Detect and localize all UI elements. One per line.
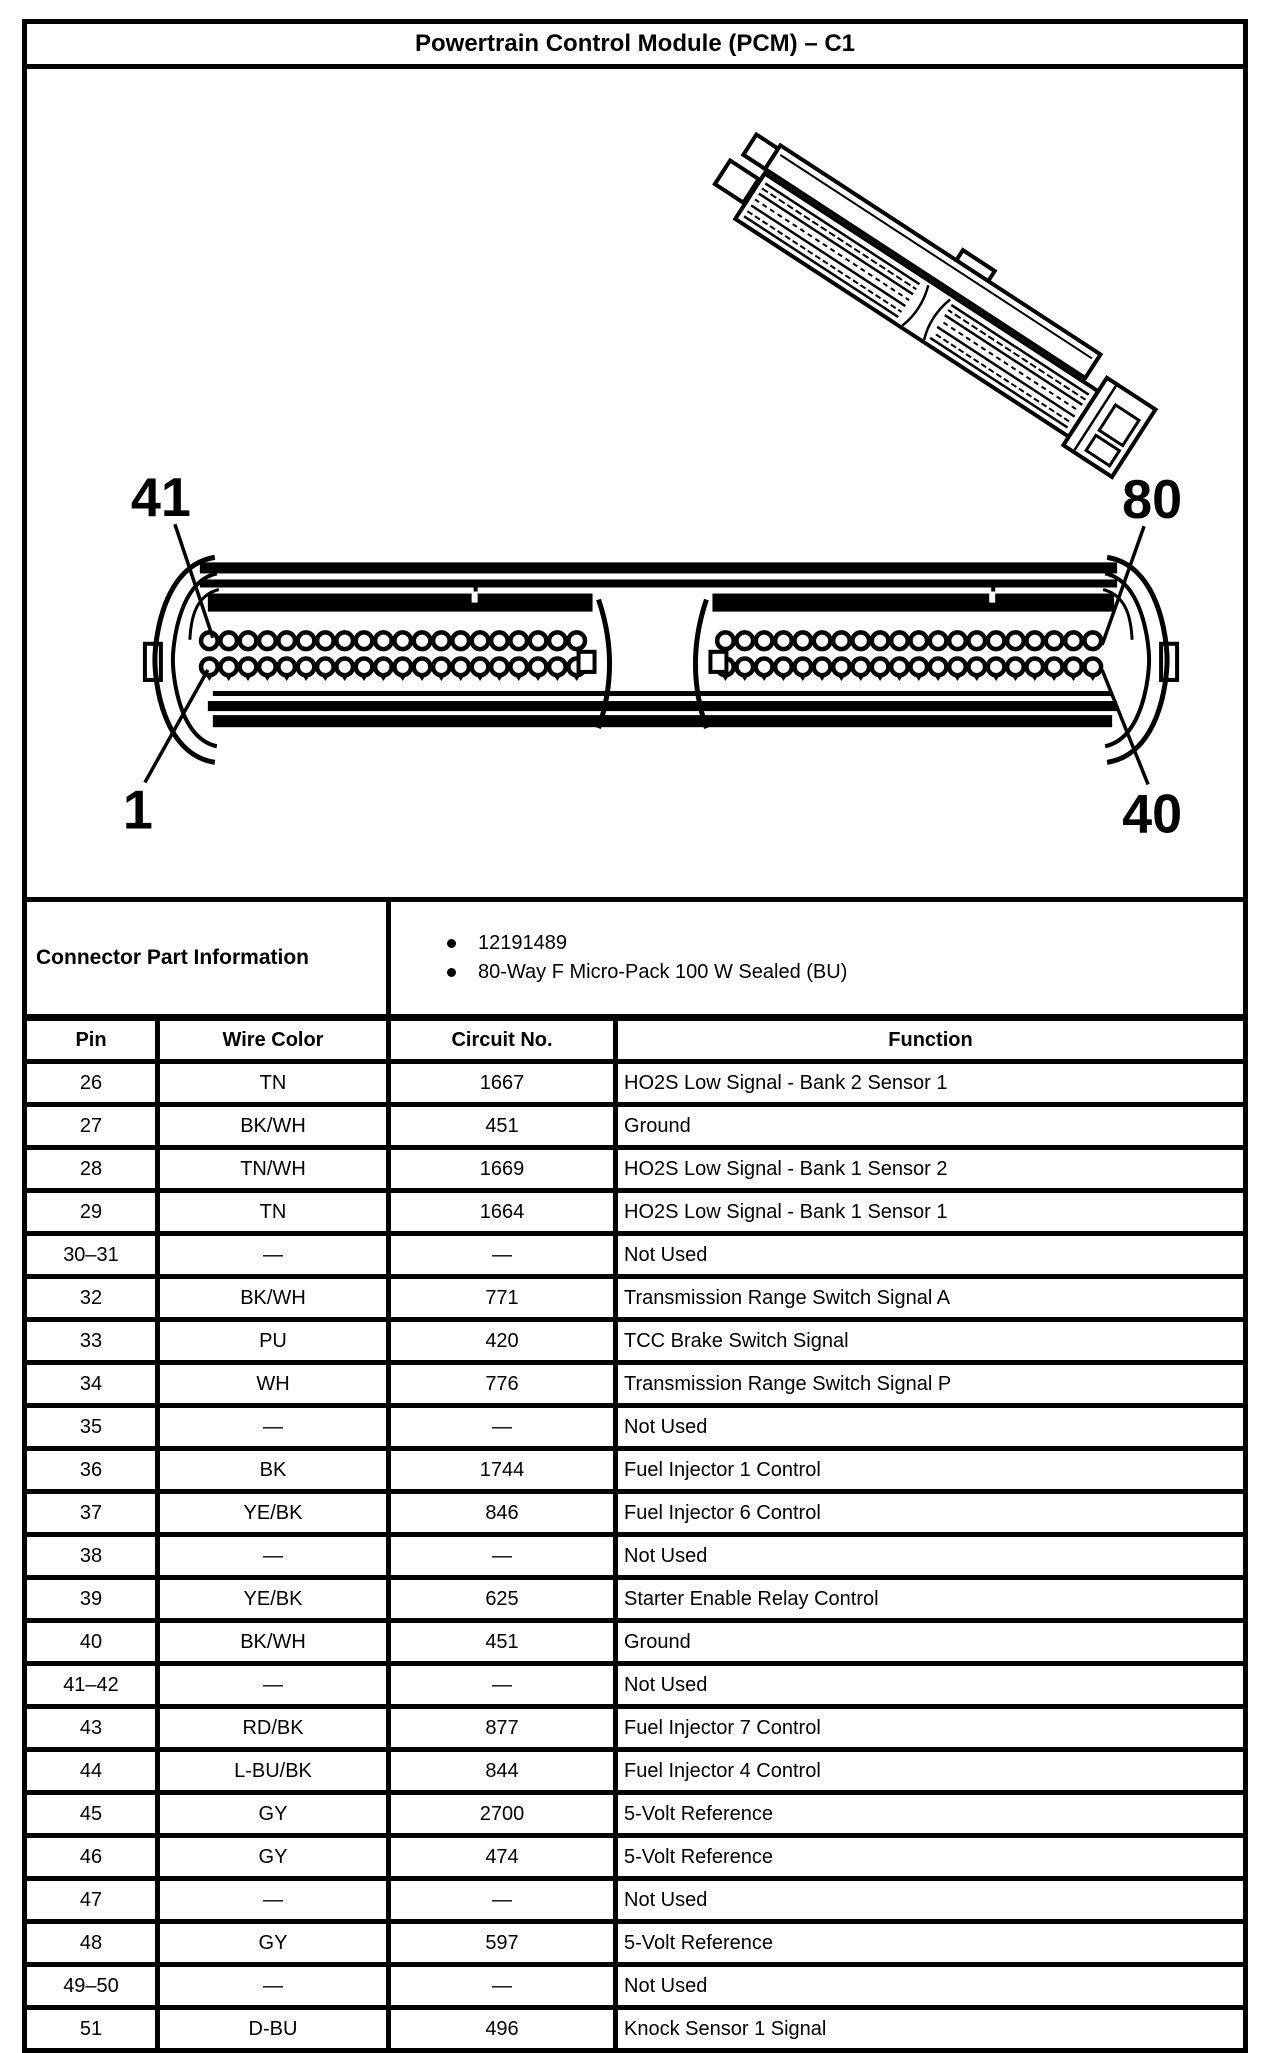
pin-cell: 48	[25, 1922, 158, 1965]
table-row	[25, 1621, 1246, 1664]
circuit-no-cell: —	[389, 1664, 616, 1707]
pin-cell: 46	[25, 1836, 158, 1879]
function-cell: Transmission Range Switch Signal A	[616, 1277, 1246, 1320]
pin-cell: 28	[25, 1148, 158, 1191]
connector-part-info-content	[389, 900, 1246, 1018]
pin-cell: 34	[25, 1363, 158, 1406]
table-row	[25, 1793, 1246, 1836]
circuit-no-cell: —	[389, 1535, 616, 1578]
function-cell: Fuel Injector 6 Control	[616, 1492, 1246, 1535]
pin-table-header-row	[25, 1018, 1246, 1062]
bullet-icon	[447, 968, 456, 977]
circuit-no-cell: —	[389, 1879, 616, 1922]
connector-part-info-row	[25, 900, 1246, 1018]
connector-diagram-cell	[25, 67, 1246, 900]
circuit-no-cell: 625	[389, 1578, 616, 1621]
wire-color-cell: GY	[158, 1836, 389, 1879]
table-row	[25, 1406, 1246, 1449]
table-row	[25, 1535, 1246, 1578]
function-cell: HO2S Low Signal - Bank 1 Sensor 1	[616, 1191, 1246, 1234]
circuit-no-cell: 2700	[389, 1793, 616, 1836]
table-row	[25, 1363, 1246, 1406]
table-row	[25, 1191, 1246, 1234]
table-row	[25, 1664, 1246, 1707]
part-number: 12191489	[478, 932, 567, 954]
table-row	[25, 1836, 1246, 1879]
circuit-no-cell: 877	[389, 1707, 616, 1750]
circuit-no-cell: —	[389, 1965, 616, 2008]
function-cell: 5-Volt Reference	[616, 1793, 1246, 1836]
circuit-no-cell: 451	[389, 1621, 616, 1664]
function-cell: Not Used	[616, 1234, 1246, 1277]
wire-color-cell: GY	[158, 1793, 389, 1836]
pin-cell: 40	[25, 1621, 158, 1664]
pin-cell: 45	[25, 1793, 158, 1836]
table-row	[25, 1750, 1246, 1793]
wire-color-cell: —	[158, 1879, 389, 1922]
wire-color-cell: BK/WH	[158, 1621, 389, 1664]
title-row	[25, 22, 1246, 67]
circuit-no-cell: 776	[389, 1363, 616, 1406]
wire-color-cell: WH	[158, 1363, 389, 1406]
pin-cell: 43	[25, 1707, 158, 1750]
header-wire-color: Wire Color	[158, 1018, 389, 1062]
circuit-no-cell: 844	[389, 1750, 616, 1793]
table-row	[25, 1707, 1246, 1750]
table-row	[25, 1105, 1246, 1148]
wire-color-cell: —	[158, 1965, 389, 2008]
circuit-no-cell: 420	[389, 1320, 616, 1363]
circuit-no-cell: 771	[389, 1277, 616, 1320]
part-number-item	[447, 932, 1242, 955]
pin-row-right-top	[717, 632, 1101, 649]
circuit-no-cell: 1669	[389, 1148, 616, 1191]
circuit-no-cell: 496	[389, 2008, 616, 2051]
bullet-icon	[447, 939, 456, 948]
header-pin: Pin	[25, 1018, 158, 1062]
pin-table-body	[25, 1062, 1246, 2051]
function-cell: Fuel Injector 4 Control	[616, 1750, 1246, 1793]
wire-color-cell: TN	[158, 1062, 389, 1105]
pin-cell: 29	[25, 1191, 158, 1234]
pin-label-bottom-left: 1	[122, 780, 153, 841]
circuit-no-cell: 1664	[389, 1191, 616, 1234]
circuit-no-cell: 1667	[389, 1062, 616, 1105]
table-row	[25, 1062, 1246, 1105]
function-cell: 5-Volt Reference	[616, 1922, 1246, 1965]
function-cell: Knock Sensor 1 Signal	[616, 2008, 1246, 2051]
circuit-no-cell: —	[389, 1234, 616, 1277]
pin-label-bottom-right: 40	[1122, 784, 1183, 845]
circuit-no-cell: 597	[389, 1922, 616, 1965]
pin-cell: 41–42	[25, 1664, 158, 1707]
wire-color-cell: D-BU	[158, 2008, 389, 2051]
function-cell: Not Used	[616, 1535, 1246, 1578]
circuit-no-cell: 1744	[389, 1449, 616, 1492]
pin-cell: 36	[25, 1449, 158, 1492]
pin-cell: 32	[25, 1277, 158, 1320]
function-cell: Not Used	[616, 1406, 1246, 1449]
pin-cell: 47	[25, 1879, 158, 1922]
function-cell: HO2S Low Signal - Bank 1 Sensor 2	[616, 1148, 1246, 1191]
function-cell: Fuel Injector 1 Control	[616, 1449, 1246, 1492]
wire-color-cell: BK/WH	[158, 1277, 389, 1320]
wire-color-cell: YE/BK	[158, 1578, 389, 1621]
pin-cell: 33	[25, 1320, 158, 1363]
wire-color-cell: RD/BK	[158, 1707, 389, 1750]
wire-color-cell: PU	[158, 1320, 389, 1363]
table-row	[25, 1922, 1246, 1965]
pin-cell: 30–31	[25, 1234, 158, 1277]
wire-color-cell: —	[158, 1406, 389, 1449]
connector-document-table	[22, 19, 1248, 2053]
pin-cell: 44	[25, 1750, 158, 1793]
part-description: 80-Way F Micro-Pack 100 W Sealed (BU)	[478, 961, 848, 983]
pin-cell: 38	[25, 1535, 158, 1578]
page-title: Powertrain Control Module (PCM) – C1	[25, 22, 1246, 67]
function-cell: Fuel Injector 7 Control	[616, 1707, 1246, 1750]
pin-label-top-right: 80	[1122, 470, 1183, 531]
part-description-item	[447, 961, 1242, 984]
header-circuit-no: Circuit No.	[389, 1018, 616, 1062]
connector-diagram	[27, 69, 1243, 897]
table-row	[25, 1492, 1246, 1535]
wire-color-cell: BK	[158, 1449, 389, 1492]
function-cell: Ground	[616, 1621, 1246, 1664]
table-row	[25, 1234, 1246, 1277]
table-row	[25, 1148, 1246, 1191]
pin-cell: 51	[25, 2008, 158, 2051]
wire-color-cell: BK/WH	[158, 1105, 389, 1148]
table-row	[25, 2008, 1246, 2051]
function-cell: Not Used	[616, 1965, 1246, 2008]
wire-color-cell: —	[158, 1664, 389, 1707]
table-row	[25, 1449, 1246, 1492]
function-cell: Transmission Range Switch Signal P	[616, 1363, 1246, 1406]
function-cell: Starter Enable Relay Control	[616, 1578, 1246, 1621]
wire-color-cell: —	[158, 1535, 389, 1578]
table-row	[25, 1320, 1246, 1363]
function-cell: 5-Volt Reference	[616, 1836, 1246, 1879]
function-cell: Not Used	[616, 1879, 1246, 1922]
isometric-connector-drawing	[700, 117, 1171, 477]
function-cell: TCC Brake Switch Signal	[616, 1320, 1246, 1363]
pin-cell: 49–50	[25, 1965, 158, 2008]
pin-row-right-bottom	[717, 659, 1101, 681]
circuit-no-cell: 846	[389, 1492, 616, 1535]
pin-cell: 26	[25, 1062, 158, 1105]
circuit-no-cell: 451	[389, 1105, 616, 1148]
pin-position-labels	[123, 468, 1182, 845]
circuit-no-cell: 474	[389, 1836, 616, 1879]
pin-cell: 27	[25, 1105, 158, 1148]
function-cell: Not Used	[616, 1664, 1246, 1707]
table-row	[25, 1879, 1246, 1922]
table-row	[25, 1277, 1246, 1320]
function-cell: Ground	[616, 1105, 1246, 1148]
circuit-no-cell: —	[389, 1406, 616, 1449]
header-function: Function	[616, 1018, 1246, 1062]
wire-color-cell: GY	[158, 1922, 389, 1965]
wire-color-cell: YE/BK	[158, 1492, 389, 1535]
front-view-drawing	[145, 557, 1177, 762]
pin-row-left-bottom	[201, 659, 585, 681]
manual-page	[22, 19, 1248, 2053]
function-cell: HO2S Low Signal - Bank 2 Sensor 1	[616, 1062, 1246, 1105]
table-row	[25, 1578, 1246, 1621]
pin-cell: 37	[25, 1492, 158, 1535]
wire-color-cell: L-BU/BK	[158, 1750, 389, 1793]
wire-color-cell: TN/WH	[158, 1148, 389, 1191]
table-row	[25, 1965, 1246, 2008]
connector-part-info-label: Connector Part Information	[25, 900, 389, 1018]
pin-label-top-left: 41	[130, 468, 191, 529]
wire-color-cell: TN	[158, 1191, 389, 1234]
wire-color-cell: —	[158, 1234, 389, 1277]
pin-row-left-top	[201, 632, 585, 649]
pin-cell: 39	[25, 1578, 158, 1621]
pin-cell: 35	[25, 1406, 158, 1449]
diagram-row	[25, 67, 1246, 900]
